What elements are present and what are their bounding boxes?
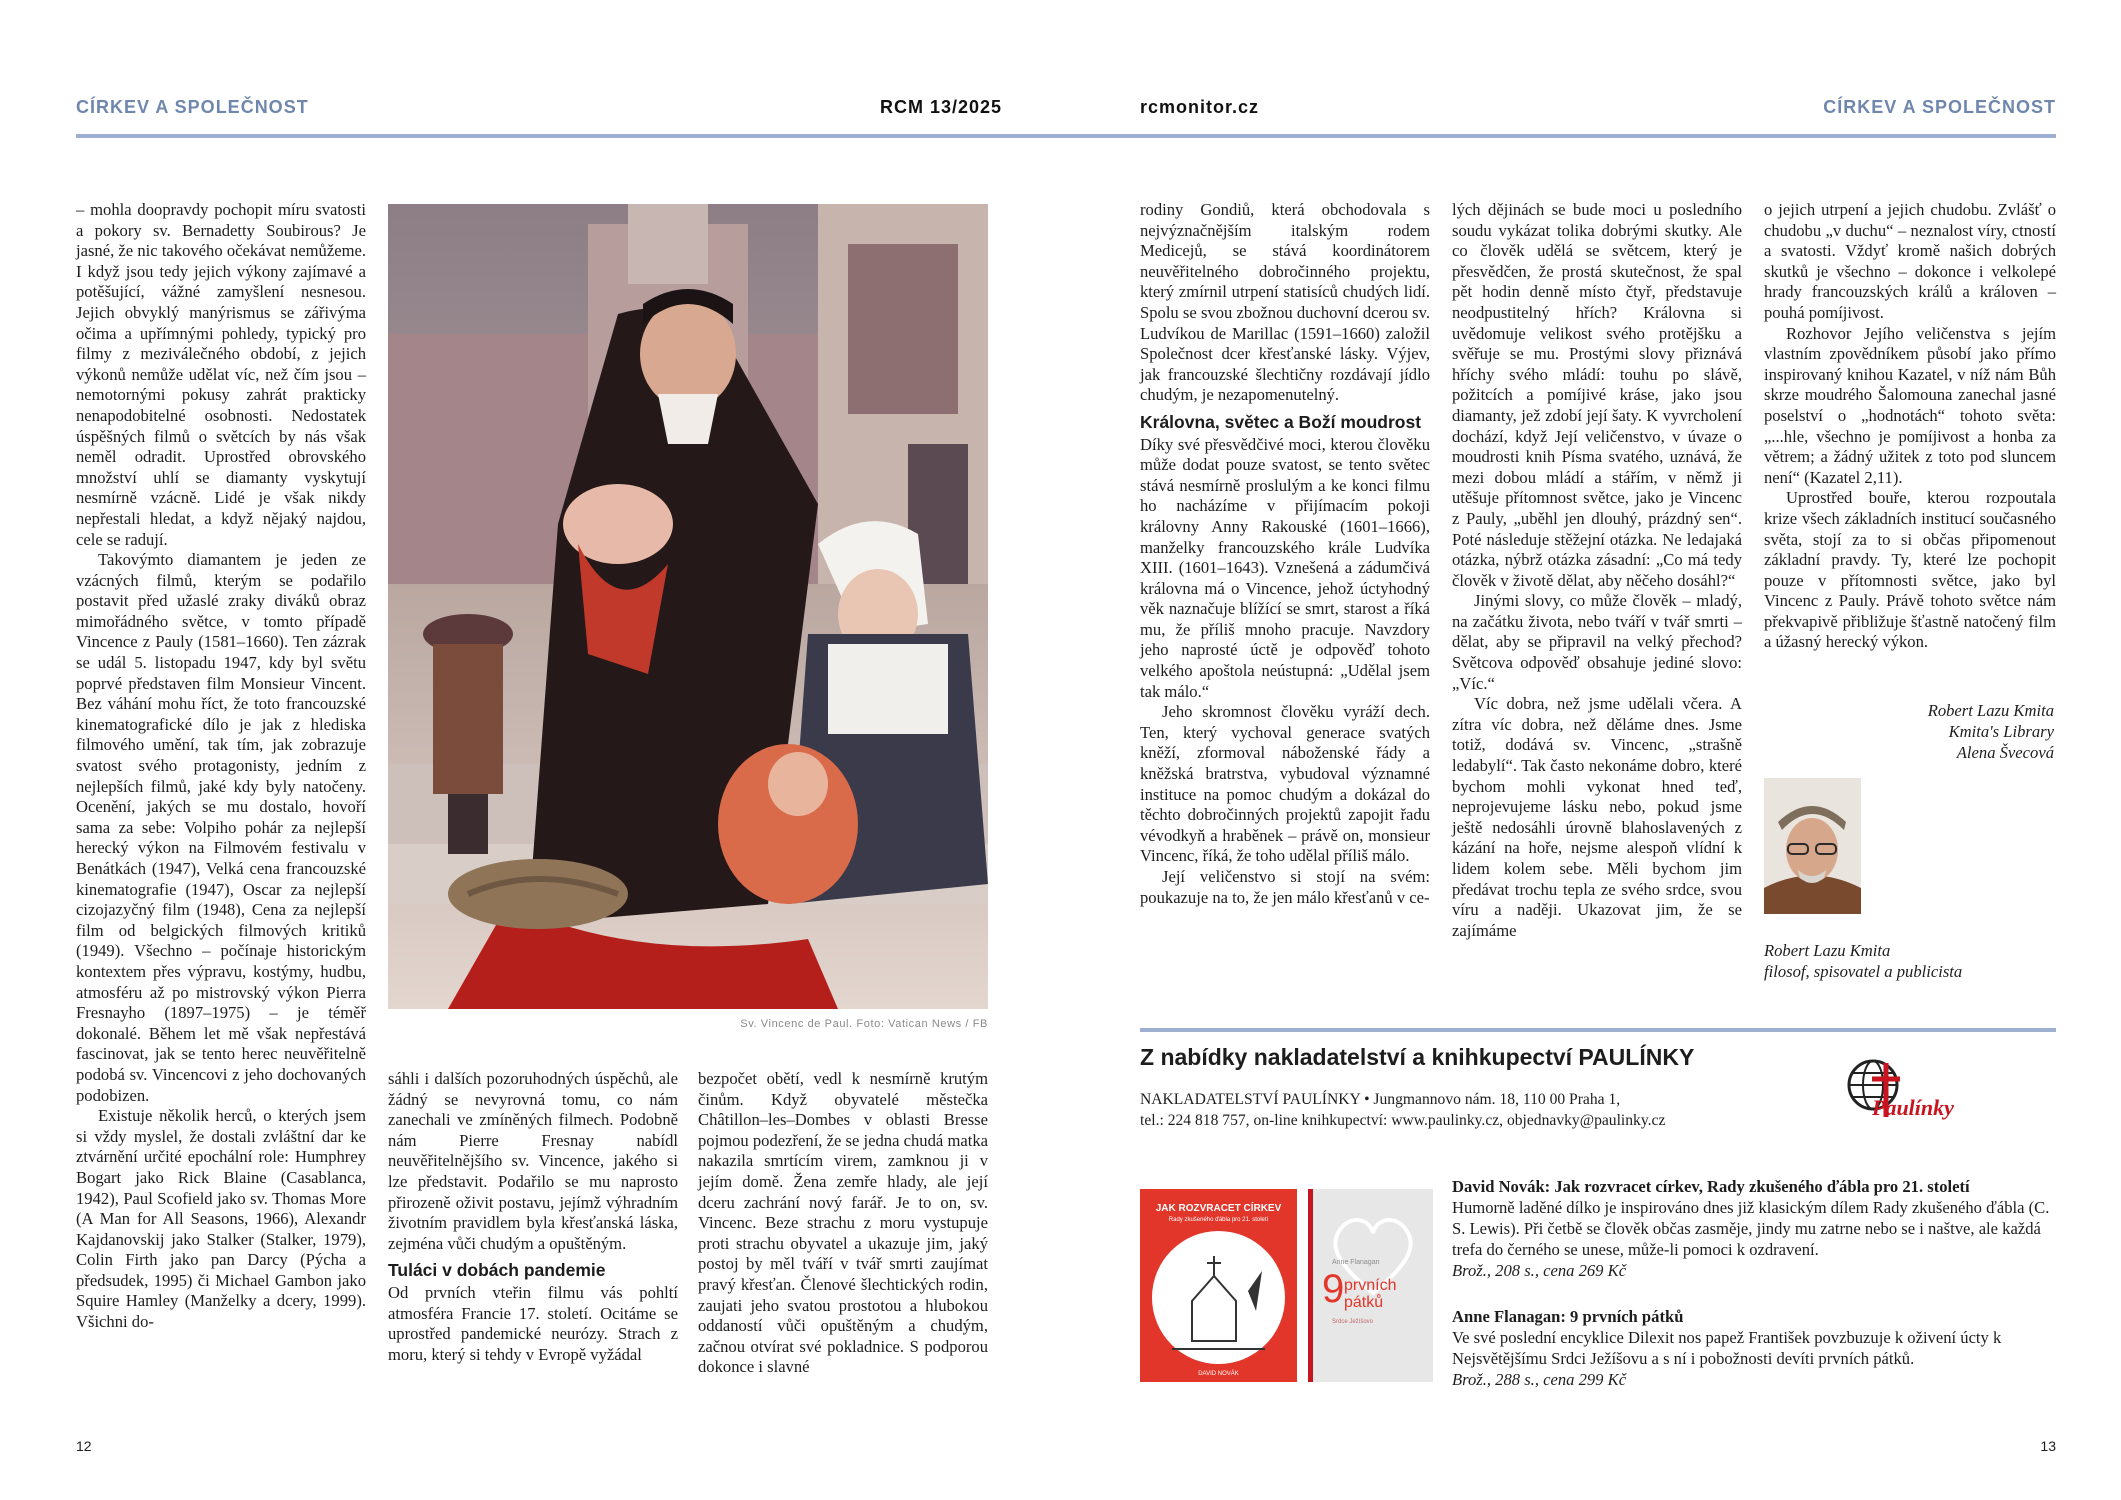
author-name: Robert Lazu Kmita xyxy=(1764,941,1891,960)
painting-photo xyxy=(388,204,988,1009)
book-2-price: Brož., 288 s., cena 299 Kč xyxy=(1452,1370,1627,1389)
paragraph: lých dějinách se bude moci u posledního soudu vykázat tolika dobrými skutky. Ale co člověk udělá se světcem, který je přesvědčen, že prostá skutečnost, že spal pět hodin denně místo čtyř, představuje neodpustitelný hřích? Královna si uvědomuje velikost svého protějšku a svěřuje se mu. Prostými slovy přiznává hříchy svého mládí: touhu po slávě, požitcích a pomíjivé kráse, jako jsou diamanty, jež zdobí její šaty. K vyvrcholení dochází, když Její veličenstvo, v úvaze o moudrosti knih Písma svatého, uznává, že mezi dobou mládí a stářím, v němž ji utěšuje přítomnost světce, jako je Vincenc z Pauly, „uběhl jen dlouhý, prázdný sen“. Poté následuje stěžejní otázka. Ne ledajaká otázka, nýbrž otázka zásadní: „Co má tedy člověk v životě dělat, aby něčeho dosáhl?“ xyxy=(1452,200,1742,590)
book-2-title[interactable]: Anne Flanagan: 9 prvních pátků xyxy=(1452,1307,1684,1326)
book2-cover-author: Anne Flanagan xyxy=(1332,1259,1380,1266)
paragraph: Jinými slovy, co může člověk – mladý, na začátku života, nebo tváří v tvář smrti – dělat, aby se připravil na velký přechod? Světcova odpověď obsahuje jediné slovo: „Víc.“ xyxy=(1452,591,1742,693)
paragraph: Uprostřed bouře, kterou rozpoutala krize všech základních institucí současného světa, stojí za to si občas připomenout základní pravdy. Ty, které lze pochopit pouze v přítomnosti světce, jako byl Vincenc z Pauly. Právě tohoto světce nám překvapivě přibližuje šťastně natočený film a úžasný herecký výkon. xyxy=(1764,488,2056,652)
book-1-price: Brož., 208 s., cena 269 Kč xyxy=(1452,1261,1627,1280)
ad-contacts: tel.: 224 818 757, on-line knihkupectví: www.paulinky.cz, objednavky@paulinky.cz xyxy=(1140,1112,1666,1129)
paragraph: bezpočet obětí, vedl k nesmírně krutým činům. Když obyvatelé městečka Châtillon–les–Dombes v oblasti Bresse pojmou podezření, že se jedna chudá matka nakazila smrtícím virem, zamknou ji v jejím domě. Žena zemře hlady, ale její dceru zachrání nový farář. Je to on, sv. Vincenc. Beze strachu z moru vystupuje proti strachu obyvatel a ukazuje jim, jaký postoj by měl tváří v tvář smrti zaujímat pravý křesťan. Členové šlechtických rodin, zaujati jeho svatou prostotou a hlubokou oddaností vůči opuštěným a chudým, začnou otvírat své pokladnice. S podporou dokonce i slavné xyxy=(698,1069,988,1377)
logo-text: Paulínky xyxy=(1872,1095,1954,1120)
book1-cover-sub: Rady zkušeného ďábla pro 21. století xyxy=(1168,1217,1269,1223)
book1-cover-author: DAVID NOVÁK xyxy=(1198,1371,1239,1377)
book1-cover-title: JAK ROZVRACET CÍRKEV xyxy=(1155,1203,1282,1214)
signature-translator: Alena Švecová xyxy=(1956,743,2054,762)
book2-cover-title xyxy=(1344,1277,1396,1311)
right-col-2 xyxy=(1452,200,1742,941)
book-2-desc: Ve své poslední encyklice Dilexit nos papež František povzbuzuje k oživení úcty k Nejsvětějšímu Srdci Ježíšovu a s ní i pobožnosti devíti prvních pátků. xyxy=(1452,1328,2002,1368)
book2-cover-sub: Srdce Ježíšovo xyxy=(1332,1319,1374,1325)
paragraph: Takovýmto diamantem je jeden ze vzácných filmů, kterým se podařilo postavit před užaslé zraky diváků obraz mimořádného světce, v tomto případě Vincence z Pauly (1581–1660). Ten zázrak se udál 5. listopadu 1947, kdy byl světu poprvé představen film Monsieur Vincent. Bez váhání mohu říct, že toto francouzské kinematografické dílo je jak z hlediska filmového umění, tak tím, jak zobrazuje svatost svého protagonisty, jedním z nejlepších filmů, jaké kdy byly natočeny. Ocenění, jakých se mu dostalo, hovoří sama za sebe: Volpiho pohár za nejlepší herecký výkon na Filmovém festivalu v Benátkách (1947), Velká cena francouzské kinematografie (1947), Oscar za nejlepší cizojazyčný film (1948), Cena za nejlepší film od belgických filmových kritiků (1949). Všechno – počínaje historickým kontextem přes výpravu, kostýmy, hudbu, atmosféru až po mistrovský výkon Pierra Fresnayho (1897–1975) – je téměř dokonalé. Během let mě však nepřestává fascinovat, jak se tento herec neuvěřitelně podobá sv. Vincencovi z jeho dochovaných podobizen. xyxy=(76,550,366,1105)
section-label-right: CÍRKEV A SPOLEČNOST xyxy=(1823,97,2056,117)
book-2-info xyxy=(1452,1306,2056,1390)
book1-cover-illustration xyxy=(1152,1231,1285,1364)
signature-author: Robert Lazu Kmita xyxy=(1927,701,2054,720)
header-rule xyxy=(76,134,2056,138)
page-number-left: 12 xyxy=(76,1438,92,1454)
author-portrait xyxy=(1764,778,1861,914)
author-photo xyxy=(1764,778,1861,914)
book2-spine xyxy=(1308,1189,1313,1382)
paulinky-logo[interactable] xyxy=(1838,1055,1958,1125)
book-1-title[interactable]: David Novák: Jak rozvracet církev, Rady zkušeného ďábla pro 21. století xyxy=(1452,1177,1970,1196)
paragraph: – mohla doopravdy pochopit míru svatosti a pokory sv. Bernadetty Soubirous? Je jasné, že nic takového očekávat nemůžeme. I když jsou tedy jejich výkony zajímavé a potěšující, vážné zamyšlení nesnesou. Jejich obvyklý manýrismus se zářivýma očima a upřímnými pohledy, typický pro filmy z meziválečného období, z jejich výkonů nemůže udělat víc, než čím jsou – nemotornými pokusy zahrát prakticky nenapodobitelné osobnosti. Nedostatek úspěšných filmů o světcích by nás však neměl odradit. Uprostřed obrovského množství uhlí se diamanty vyskytují nesmírně vzácně. Lidé je však nikdy nepřestali hledat, a když nějaký najdou, cele se radují. xyxy=(76,200,366,549)
author-caption xyxy=(1764,940,2054,982)
left-col-1 xyxy=(76,200,366,1333)
subheading-pandemic: Tuláci v dobách pandemie xyxy=(388,1260,606,1281)
photo-caption: Sv. Vincenc de Paul. Foto: Vatican News / FB xyxy=(740,1018,988,1030)
ad-address: NAKLADATELSTVÍ PAULÍNKY • Jungmannovo nám. 18, 110 00 Praha 1, xyxy=(1140,1091,1621,1108)
paragraph: Od prvních vteřin filmu vás pohltí atmosféra Francie 17. století. Ocitáme se uprostřed pandemické neurózy. Strach z moru, který si tehdy v Evropě vyžádal xyxy=(388,1282,678,1364)
author-role: filosof, spisovatel a publicista xyxy=(1764,962,1963,981)
issue-label: RCM 13/2025 xyxy=(880,97,1003,117)
book-cover-1[interactable] xyxy=(1140,1189,1297,1382)
paragraph: sáhli i dalších pozoruhodných úspěchů, ale žádný se nevyrovná tomu, co nám zanechali ve zmíněných filmech. Podobně nám Pierre Fresnay nabídl neuvěřitelnějšího sv. Vincence, jakého si lze představit. Podařilo se mu naprosto přirozeně oživit postavu, jejímž výhradním životním pravidlem byla křesťanská láska, zejména vůči chudým a opuštěným. xyxy=(388,1069,678,1253)
book2-cover-num: 9 xyxy=(1322,1267,1345,1311)
signature-source: Kmita's Library xyxy=(1948,722,2054,741)
book2-cover-title1: prvních xyxy=(1344,1277,1397,1294)
right-col-3 xyxy=(1764,200,2056,653)
left-col-2 xyxy=(388,1069,678,1365)
book-1-desc: Humorně laděné dílko je inspirováno dnes již klasickým dílem Rady zkušeného ďábla (C. S. Lewis). Při četbě se člověk občas zasměje, jindy mu zatrne nebo se i naštve, ale každá trefa do černého se unese, může-li pomoci k ozdravení. xyxy=(1452,1198,2050,1259)
right-col-1 xyxy=(1140,200,1430,908)
book2-cover-title2: pátků xyxy=(1344,1294,1384,1311)
paragraph: o jejich utrpení a jejich chudobu. Zvlášť o chudobu „v duchu“ – neznalost víry, ctností a svatosti. Vždyť kromě našich dobrých skutků je všechno – dokonce i velkolepé hrady francouzských králů a královen – pouhá pomíjivost. xyxy=(1764,200,2056,322)
book-cover-2[interactable] xyxy=(1308,1189,1433,1382)
section-label-left: CÍRKEV A SPOLEČNOST xyxy=(76,97,309,117)
paragraph: Existuje několik herců, o kterých jsem si vždy myslel, že dostali zvláštní dar ke ztvárnění určité epochální role: Humphrey Bogart jako Rick Blaine (Casablanca, 1942), Paul Scofield jako sv. Thomas More (A Man for All Seasons, 1966), Alexandr Kajdanovskij jako Stalker (Stalker, 1979), Colin Firth jako pan Darcy (Pýcha a předsudek, 1995) či Michael Gambon jako Squire Hamley (Manželky a dcery, 1999). Všichni do- xyxy=(76,1106,366,1332)
ad-rule xyxy=(1140,1028,2056,1032)
book-1-info xyxy=(1452,1176,2056,1281)
ad-title: Z nabídky nakladatelství a knihkupectví PAULÍNKY xyxy=(1140,1044,1695,1070)
paragraph: Rozhovor Jejího veličenstva s jejím vlastním zpovědníkem působí jako přímo inspirovaný knihou Kazatel, v níž nám Bůh skrze moudrého Šalomouna zanechal jasné poselství o „hodnotách“ tohoto světa: „...hle, všechno je pomíjivost a honba za větrem; a žádný užitek z toto pod sluncem není“ (Kazatel 2,11). xyxy=(1764,323,2056,487)
paragraph: rodiny Gondiů, která obchodovala s nejvýznačnějším italským rodem Medicejů, se stává koordinátorem neuvěřitelného dobročinného projektu, který zmírnil utrpení statisíců chudých lidí. Spolu se svou zbožnou duchovní dcerou sv. Ludvíkou de Marillac (1591–1660) založil Společnost dcer křesťanské lásky. Výjev, jak francouzské šlechtičny rozdávají jídlo chudým, je nezapomenutelný. xyxy=(1140,200,1430,405)
paragraph: Její veličenstvo si stojí na svém: poukazuje na to, že jen málo křesťanů v ce- xyxy=(1140,867,1430,907)
subheading-queen: Královna, světec a Boží moudrost xyxy=(1140,411,1422,432)
painting-image xyxy=(388,204,988,1009)
paragraph: Víc dobra, než jsme udělali včera. A zítra víc dobra, než děláme dnes. Jsme totiž, dodává sv. Vincenc, „strašně ledabylí“. Tak často nekonáme dobro, které bychom mohli vykonat hned teď, neprojevujeme lásku nebo, pokud jsme ještě nedosáhli úrovně blahoslavených z kázání na hoře, nejsme alespoň vlídní k lidem kolem sebe. Měli bychom jim předávat trochu tepla ze svého srdce, svou víru a naději. Ukazovat jim, že se zajímáme xyxy=(1452,694,1742,940)
left-col-3 xyxy=(698,1069,988,1378)
ad-contact xyxy=(1140,1089,1840,1131)
paragraph: Díky své přesvědčivé moci, kterou člověku může dodat pouze svatost, se tento světec stává nesmírně proslulým a ke konci filmu ho nacházíme v přijímacím pokoji královny Anny Rakouské (1601–1666), manželky francouzského krále Ludvíka XIII. (1601–1643). Vznešená a zádumčivá královna má o Vincence, jehož úctyhodný věk naznačuje blížící se smrt, starost a říká mu, že příliš mnoho pracuje. Navzdory jeho naprosté úctě je odpověď tohoto velkého apoštola neústupná: „Udělal jsem tak málo.“ xyxy=(1140,434,1430,701)
paragraph: Jeho skromnost člověku vyráží dech. Ten, který vychoval generace svatých kněží, zformoval náboženské řády a kněžská bratrstva, vybudoval významné instituce na pomoc chudým a dokázal do těchto dobročinných projektů zapojit řadu vévodkyň a hraběnek – právě on, monsieur Vincenc, říká, že toho udělal příliš málo. xyxy=(1140,702,1430,866)
site-label: rcmonitor.cz xyxy=(1140,97,1260,117)
page-number-right: 13 xyxy=(2040,1438,2056,1454)
article-signature xyxy=(1764,700,2054,763)
